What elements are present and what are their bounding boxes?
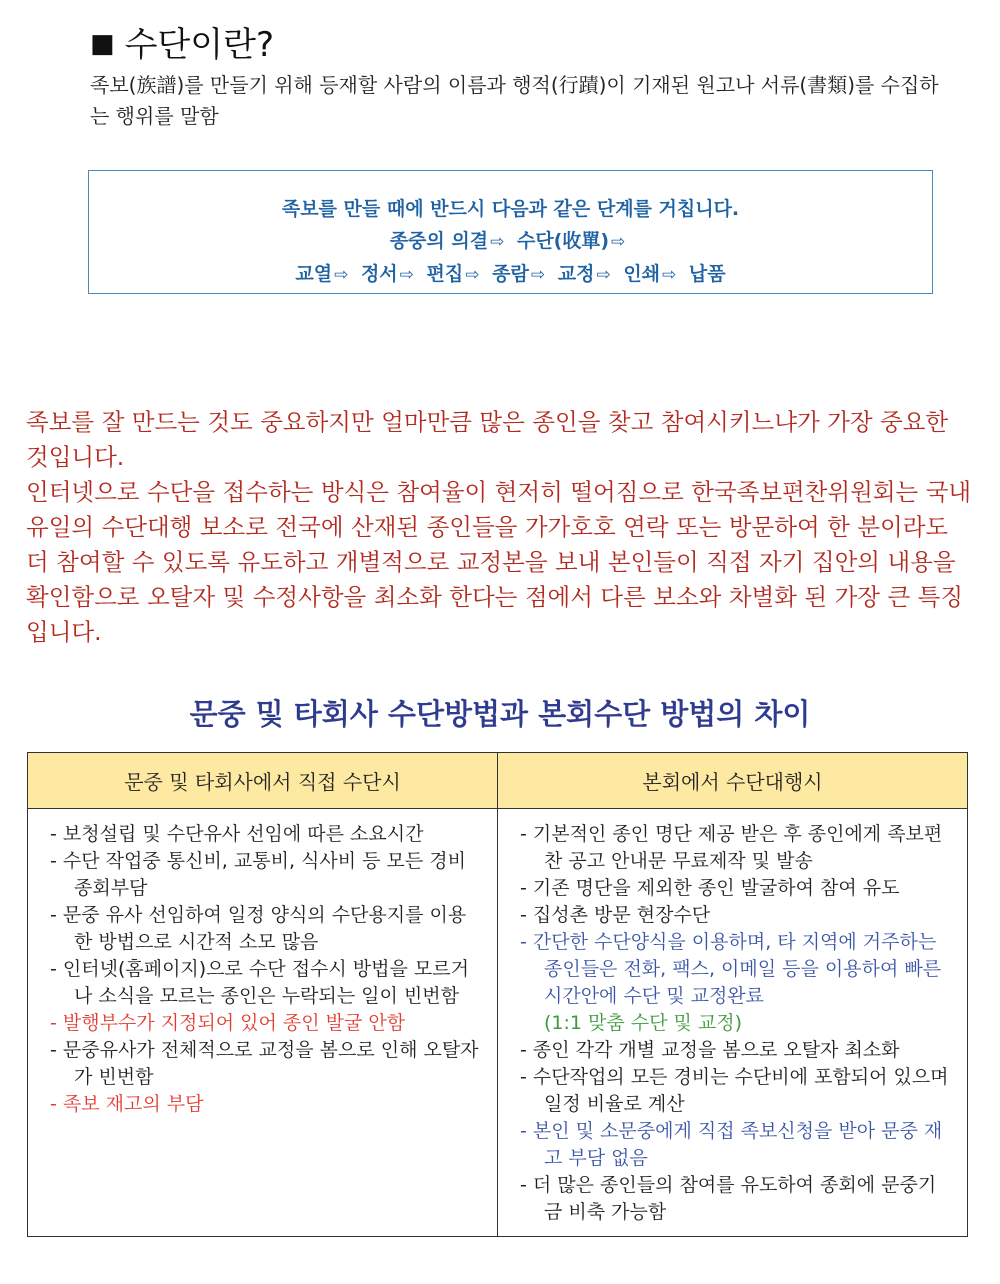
list-item: - 종인 각각 개별 교정을 봄으로 오탈자 최소화	[520, 1039, 900, 1061]
list-item: - 보청설립 및 수단유사 선임에 따른 소요시간	[50, 823, 424, 845]
steps-line-3	[89, 258, 932, 291]
step-label: 납품	[688, 263, 726, 285]
comparison-table	[27, 752, 968, 1237]
square-bullet-icon: ■	[90, 29, 115, 59]
list-item: - 더 많은 종인들의 참여를 유도하여 종회에 문중기금 비축 가능함	[520, 1174, 937, 1223]
comparison-title: 문중 및 타회사 수단방법과 본회수단 방법의 차이	[189, 697, 811, 731]
outline-arrow-icon: ⇨	[334, 265, 349, 285]
list-item: - 기존 명단을 제외한 종인 발굴하여 참여 유도	[520, 877, 900, 899]
list-item: (1:1 맞춤 수단 및 교정)	[544, 1012, 743, 1034]
list-item: - 본인 및 소문중에게 직접 족보신청을 받아 문중 재고 부담 없음	[520, 1120, 943, 1169]
table-body	[28, 809, 967, 1236]
step-label: 편집	[426, 263, 464, 285]
definition-text: 족보(族譜)를 만들기 위해 등재할 사람의 이름과 행적(行蹟)이 기재된 원고나 서류(書類)를 수집하는 행위를 말함	[90, 73, 939, 128]
list-item: - 족보 재고의 부담	[50, 1093, 204, 1115]
list-item: - 간단한 수단양식을 이용하며, 타 지역에 거주하는 종인들은 전화, 팩스, 이메일 등을 이용하여 빠른 시간안에 수단 및 교정완료	[520, 931, 942, 1007]
outline-arrow-icon: ⇨	[465, 265, 480, 285]
list-item: - 수단작업의 모든 경비는 수단비에 포함되어 있으며 일정 비율로 계산	[520, 1066, 949, 1115]
outline-arrow-icon: ⇨	[530, 265, 546, 285]
outline-arrow-icon: ⇨	[662, 265, 677, 285]
list-item: - 기본적인 종인 명단 제공 받은 후 종인에게 족보편찬 공고 안내문 무료제작 및 발송	[520, 823, 943, 872]
importance-paragraph-2: 인터넷으로 수단을 접수하는 방식은 참여율이 현저히 떨어짐으로 한국족보편찬위원회는 국내유일의 수단대행 보소로 전국에 산재된 종인들을 가가호호 연락 또는 방문하여 한 분이라도 더 참여할 수 있도록 유도하고 개별적으로 교정본을 보내 본인들이 직접 자기 집안의 내용을 확인함으로 오탈자 및 수정사항을 최소화 한다는 점에서 다른 보소와 차별화 된 가장 큰 특징입니다.	[26, 478, 972, 646]
right-column	[498, 809, 967, 1236]
outline-arrow-icon: ⇨	[399, 265, 414, 285]
step-label: 인쇄	[623, 263, 661, 285]
header-self-collection: 문중 및 타회사에서 직접 수단시	[28, 753, 498, 808]
section-title-text: 수단이란?	[124, 25, 274, 65]
outline-arrow-icon: ⇨	[490, 232, 505, 252]
importance-paragraph-1: 족보를 잘 만드는 것도 중요하지만 얼마만큼 많은 종인을 찾고 참여시키느냐가 가장 중요한 것입니다.	[26, 408, 949, 471]
list-item: - 문중유사가 전체적으로 교정을 봄으로 인해 오탈자가 빈번함	[50, 1039, 479, 1088]
left-column	[28, 809, 498, 1236]
steps-line-2	[89, 225, 932, 258]
header-agency-collection: 본회에서 수단대행시	[642, 770, 823, 794]
step-label: 교열	[295, 263, 333, 285]
step-label: 교정	[557, 263, 595, 285]
list-item: - 문중 유사 선임하여 일정 양식의 수단용지를 이용한 방법으로 시간적 소모 많음	[50, 904, 467, 953]
outline-arrow-icon: ⇨	[596, 265, 611, 285]
steps-intro: 족보를 만들 때에 반드시 다음과 같은 단계를 거칩니다.	[281, 198, 740, 220]
list-item: - 인터넷(홈페이지)으로 수단 접수시 방법을 모르거나 소식을 모르는 종인은 누락되는 일이 빈번함	[50, 958, 469, 1007]
table-header-row	[28, 753, 967, 809]
list-item: - 수단 작업중 통신비, 교통비, 식사비 등 모든 경비 종회부담	[50, 850, 466, 899]
step-label: 종람	[492, 263, 529, 285]
list-item: - 집성촌 방문 현장수단	[520, 904, 711, 926]
steps-box	[88, 170, 933, 294]
importance-text	[26, 405, 974, 650]
step-label: 정서	[360, 263, 398, 285]
step-label: 종중의 의결	[389, 230, 489, 252]
step-label: 수단(收單)	[516, 230, 610, 252]
section-title	[90, 22, 274, 67]
list-item: - 발행부수가 지정되어 있어 종인 발굴 안함	[50, 1012, 406, 1034]
outline-arrow-icon: ⇨	[611, 232, 626, 252]
